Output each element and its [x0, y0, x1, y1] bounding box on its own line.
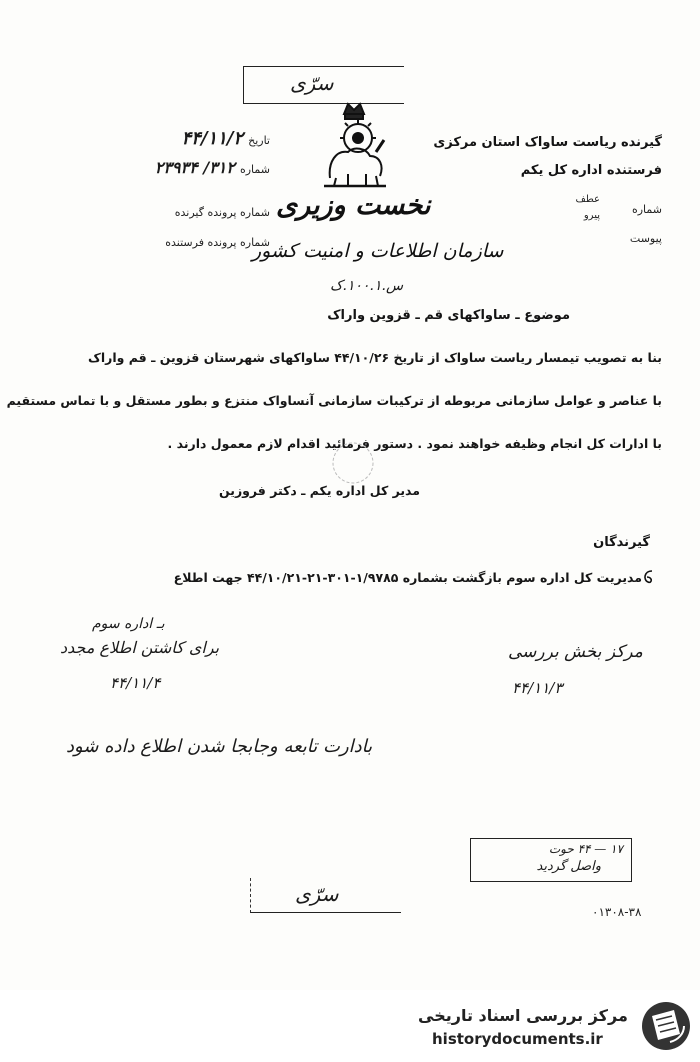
- subject-label: موضوع: [524, 308, 570, 323]
- lion-and-sun-emblem-icon: [318, 100, 390, 190]
- atf-label: عطف: [575, 194, 600, 205]
- sender-value: اداره کل یکم: [520, 163, 603, 178]
- receipt-box-stamp: [470, 838, 632, 882]
- top-stamp-text: سرّی: [290, 71, 334, 95]
- annotation-right-2: ۴۴/۱۱/۳: [512, 679, 563, 697]
- receipt-line-1: ۱۷ — ۴۴ حوت: [548, 842, 623, 856]
- organization-title: سازمان اطلاعات و امنیت کشور: [252, 240, 504, 262]
- footer-band: [0, 990, 700, 1062]
- annotation-left-2: برای کاشتن اطلاع مجدد: [60, 638, 220, 657]
- ministry-title: نخست وزیری: [276, 190, 431, 221]
- signature: مدیر کل اداره یکم ـ دکتر فروزین: [219, 483, 420, 498]
- number-label-left: شماره: [239, 163, 270, 176]
- top-classification-stamp: [243, 66, 404, 104]
- body-line-1: بنا به تصویب تیمسار ریاست ساواک از تاریخ ۴۴/۱۰/۲۶ ساواکهای شهرستان قزوین ـ قم واراک: [88, 350, 662, 365]
- date-row: [60, 128, 270, 149]
- body-line-3: با ادارات کل انجام وظیفه خواهند نمود . دستور فرمائید اقدام لازم معمول دارند .: [167, 436, 662, 451]
- bottom-classification-stamp: [250, 878, 401, 913]
- subject-text: ساواکهای قم ـ قزوین واراک: [327, 308, 511, 323]
- handwritten-tick-icon: [640, 568, 656, 588]
- annotation-bottom: بادارت تابعه وجابجا شدن اطلاع داده شود: [66, 736, 373, 757]
- footer-url: historydocuments.ir: [432, 1030, 603, 1048]
- number-row-left: [60, 158, 270, 177]
- sender-row: [521, 163, 662, 178]
- recipients-line: مدیریت کل اداره سوم بازگشت بشماره ۱/۹۷۸۵-۳۰۱-۲۱-۴۴/۱۰/۲۱ جهت اطلاع: [173, 570, 642, 585]
- number-value: ۳۱۲/ ۲۳۹۳۴: [154, 158, 235, 177]
- bottom-stamp-text: سرّی: [295, 882, 339, 906]
- sender-label: فرستنده: [606, 163, 662, 178]
- faint-round-stamp-icon: [330, 440, 376, 486]
- archive-logo-icon: [640, 998, 692, 1054]
- attachment-label: پیوست: [629, 232, 662, 245]
- recipient-file-label: شماره پرونده گیرنده: [174, 206, 270, 219]
- letterhead-code: س.۱۰۰.۱.ک: [330, 278, 404, 294]
- recipient-value: ریاست ساواک استان مرکزی: [433, 135, 617, 150]
- subject-row: موضوع ـ ساواکهای قم ـ قزوین واراک: [327, 308, 570, 323]
- recipients-heading: گیرندگان: [593, 535, 650, 550]
- number-label-right: شماره: [631, 203, 662, 216]
- date-label: تاریخ: [248, 134, 270, 147]
- body-line-2: با عناصر و عوامل سازمانی مربوطه از ترکیبات سازمانی آنساواک منتزع و بطور مستقل و با تماس مستقیم: [6, 393, 662, 408]
- footer-title: مرکز بررسی اسناد تاریخی: [418, 1006, 628, 1025]
- recipient-label: گیرنده: [620, 135, 662, 150]
- date-value: ۴۴/۱۱/۲: [181, 128, 244, 149]
- annotation-right-1: مرکز بخش بررسی: [508, 642, 643, 662]
- peyro-label: پیرو: [583, 210, 600, 221]
- annotation-left-3: ۴۴/۱۱/۴: [110, 674, 161, 692]
- recipient-row: [433, 135, 662, 150]
- sender-file-label: شماره پرونده فرستنده: [165, 236, 270, 249]
- document-code: ۰۱۳۰۸-۳۸: [592, 905, 642, 919]
- receipt-line-2: واصل گردید: [536, 859, 601, 874]
- annotation-left-1: بـ اداره سوم: [92, 616, 165, 632]
